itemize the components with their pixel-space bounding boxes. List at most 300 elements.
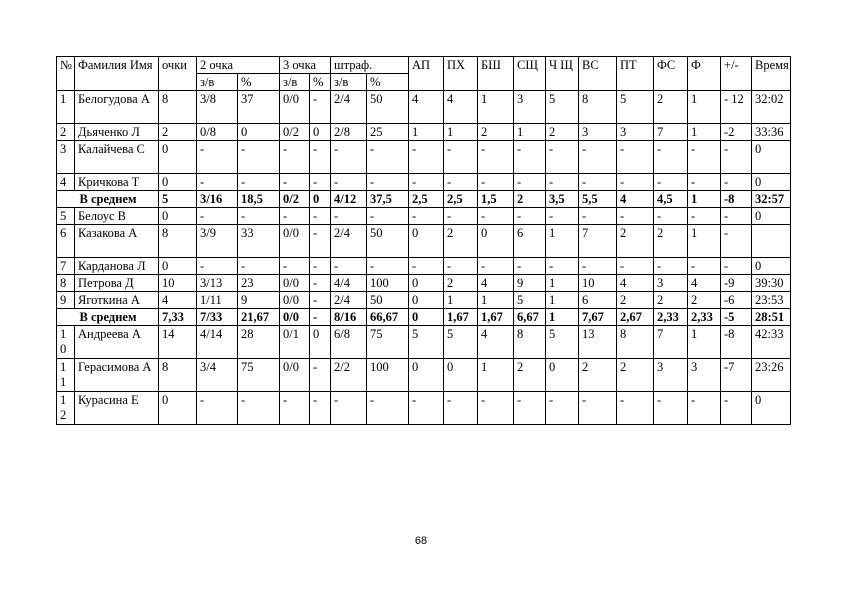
stat-cell: -8	[721, 191, 752, 208]
stat-cell: 3/13	[197, 275, 238, 292]
stat-cell: -5	[721, 309, 752, 326]
header-two-points: 2 очка	[197, 57, 280, 74]
stat-cell: 1	[688, 91, 721, 124]
stat-cell: 2,33	[654, 309, 688, 326]
stat-cell: -	[197, 392, 238, 425]
row-number: 4	[57, 174, 75, 191]
stat-cell: 2	[617, 359, 654, 392]
stat-cell: -	[238, 174, 280, 191]
stat-cell: 1,5	[478, 191, 514, 208]
stat-cell: 5	[514, 292, 546, 309]
stat-cell: -	[444, 141, 478, 174]
header-sshch: СЩ	[514, 57, 546, 91]
stat-cell: -	[721, 258, 752, 275]
stat-cell: 3	[617, 124, 654, 141]
stat-cell: 4/12	[331, 191, 367, 208]
stat-cell: -	[514, 208, 546, 225]
stat-cell: 5	[444, 326, 478, 359]
row-number: 6	[57, 225, 75, 258]
player-name: Яготкина А	[75, 292, 159, 309]
player-name: Казакова А	[75, 225, 159, 258]
stat-cell: -	[409, 258, 444, 275]
header-free-throws: штраф.	[331, 57, 409, 74]
player-name: Кричкова Т	[75, 174, 159, 191]
stat-cell: -	[478, 208, 514, 225]
stat-cell: -	[514, 141, 546, 174]
stat-cell: 5,5	[579, 191, 617, 208]
stat-cell: -	[444, 174, 478, 191]
header-ap: АП	[409, 57, 444, 91]
stat-cell: -	[579, 208, 617, 225]
stat-cell: 6	[579, 292, 617, 309]
stat-cell: -	[310, 292, 331, 309]
stat-cell: 39:30	[752, 275, 791, 292]
row-number: 1 2	[57, 392, 75, 425]
stat-cell: -	[409, 392, 444, 425]
stat-cell: 2/2	[331, 359, 367, 392]
average-label: В среднем	[57, 191, 159, 208]
stat-cell: 4	[478, 326, 514, 359]
stat-cell: 5	[617, 91, 654, 124]
stat-cell: -	[310, 359, 331, 392]
header-bsh: БШ	[478, 57, 514, 91]
stat-cell: 2/4	[331, 91, 367, 124]
stat-cell: 5	[546, 91, 579, 124]
stat-cell: 8	[617, 326, 654, 359]
stat-cell: 2	[617, 225, 654, 258]
stat-cell: 0/2	[280, 124, 310, 141]
stat-cell: 1/11	[197, 292, 238, 309]
stat-cell: 1	[409, 124, 444, 141]
stat-cell: -	[197, 141, 238, 174]
stat-cell: 0	[159, 141, 197, 174]
stat-cell: -	[721, 392, 752, 425]
row-number: 5	[57, 208, 75, 225]
stat-cell: 4/14	[197, 326, 238, 359]
stat-cell: -	[238, 392, 280, 425]
stat-cell: -	[310, 309, 331, 326]
stat-cell: -	[197, 258, 238, 275]
stat-cell: 7	[654, 326, 688, 359]
stat-cell: -	[409, 141, 444, 174]
stat-cell: 50	[367, 225, 409, 258]
stat-cell: -	[721, 208, 752, 225]
stat-cell: -	[654, 392, 688, 425]
stat-cell: -	[721, 174, 752, 191]
page-number: 68	[414, 535, 428, 547]
stat-cell: 2,5	[409, 191, 444, 208]
stat-cell: 4	[688, 275, 721, 292]
table-row	[57, 292, 791, 309]
player-name: Курасина Е	[75, 392, 159, 425]
stat-cell: -	[310, 392, 331, 425]
stat-cell: -	[238, 258, 280, 275]
player-name: Герасимова А	[75, 359, 159, 392]
average-row	[57, 191, 791, 208]
stat-cell: 42:33	[752, 326, 791, 359]
stat-cell: 2	[514, 191, 546, 208]
stat-cell: 1	[546, 292, 579, 309]
stat-cell: 25	[367, 124, 409, 141]
header-three-zv: з/в	[280, 74, 310, 91]
stat-cell: -	[444, 208, 478, 225]
header-ft-zv: з/в	[331, 74, 367, 91]
stat-cell: -7	[721, 359, 752, 392]
stat-cell: 23	[238, 275, 280, 292]
stat-cell: 2	[654, 91, 688, 124]
header-num: №	[57, 57, 75, 91]
header-name: Фамилия Имя	[75, 57, 159, 91]
stat-cell: 4/4	[331, 275, 367, 292]
stat-cell: 9	[514, 275, 546, 292]
stat-cell: 0	[409, 359, 444, 392]
stat-cell: 3	[654, 359, 688, 392]
stat-cell: -	[688, 174, 721, 191]
stat-cell: 50	[367, 91, 409, 124]
stat-cell: -	[310, 275, 331, 292]
stat-cell: 2/4	[331, 225, 367, 258]
stat-cell: 0	[752, 174, 791, 191]
stat-cell: 2	[444, 225, 478, 258]
stat-cell: 0	[752, 141, 791, 174]
stat-cell: -	[331, 392, 367, 425]
stat-cell: 1	[688, 191, 721, 208]
player-stats-table	[56, 56, 791, 425]
stat-cell: -	[310, 225, 331, 258]
stat-cell: -	[546, 208, 579, 225]
stat-cell: 14	[159, 326, 197, 359]
stat-cell: -	[546, 141, 579, 174]
stat-cell: 75	[238, 359, 280, 392]
stat-cell: 0/0	[280, 275, 310, 292]
header-chshch: Ч Щ	[546, 57, 579, 91]
stat-cell: 1	[444, 292, 478, 309]
header-time: Время	[752, 57, 791, 91]
stat-cell: 32:02	[752, 91, 791, 124]
stat-cell: 0/0	[280, 225, 310, 258]
stat-cell: -	[331, 141, 367, 174]
stat-cell: -	[478, 174, 514, 191]
stat-cell: 100	[367, 275, 409, 292]
player-name: Белогудова А	[75, 91, 159, 124]
stat-cell: 0/0	[280, 309, 310, 326]
row-number: 3	[57, 141, 75, 174]
row-number: 2	[57, 124, 75, 141]
stat-cell: -2	[721, 124, 752, 141]
stat-cell: 32:57	[752, 191, 791, 208]
stat-cell: 2	[654, 292, 688, 309]
stat-cell: -	[280, 174, 310, 191]
stat-cell: 2	[688, 292, 721, 309]
table-row	[57, 141, 791, 174]
stat-cell: 3/16	[197, 191, 238, 208]
stat-cell: 10	[159, 275, 197, 292]
stat-cell: 9	[238, 292, 280, 309]
stat-cell: - 12	[721, 91, 752, 124]
header-plus-minus: +/-	[721, 57, 752, 91]
stat-cell: 1	[478, 91, 514, 124]
stat-cell: -	[654, 208, 688, 225]
stat-cell: 3/4	[197, 359, 238, 392]
stat-cell: 0	[159, 258, 197, 275]
stat-cell: 0/1	[280, 326, 310, 359]
stat-cell: -	[444, 392, 478, 425]
stat-cell: 7,33	[159, 309, 197, 326]
stat-cell: 3/8	[197, 91, 238, 124]
stat-cell: -	[367, 208, 409, 225]
stat-cell	[752, 225, 791, 258]
table-row	[57, 225, 791, 258]
stat-cell: 0	[238, 124, 280, 141]
stat-cell: 4	[409, 91, 444, 124]
stat-cell: 0	[409, 275, 444, 292]
row-number: 9	[57, 292, 75, 309]
stat-cell: -	[654, 258, 688, 275]
stat-cell: -6	[721, 292, 752, 309]
stat-cell: -	[514, 174, 546, 191]
stat-cell: 4	[617, 191, 654, 208]
row-number: 1 1	[57, 359, 75, 392]
stat-cell: 28:51	[752, 309, 791, 326]
stat-cell: 8	[514, 326, 546, 359]
stat-cell: 2	[159, 124, 197, 141]
stat-cell: -9	[721, 275, 752, 292]
stat-cell: 1	[546, 309, 579, 326]
stat-cell: 7	[654, 124, 688, 141]
stat-cell: -	[546, 258, 579, 275]
player-name: Петрова Д	[75, 275, 159, 292]
stat-cell: -	[688, 141, 721, 174]
stat-cell: 23:53	[752, 292, 791, 309]
header-two-zv: з/в	[197, 74, 238, 91]
stat-cell: 0	[409, 225, 444, 258]
header-ft-pct: %	[367, 74, 409, 91]
average-row	[57, 309, 791, 326]
stat-cell: -	[478, 392, 514, 425]
row-number: 7	[57, 258, 75, 275]
stat-cell: 0	[752, 208, 791, 225]
stat-cell: 0	[310, 326, 331, 359]
stat-cell: 4	[444, 91, 478, 124]
stat-cell: -	[197, 174, 238, 191]
stat-cell: -	[444, 258, 478, 275]
stat-cell: 66,67	[367, 309, 409, 326]
stat-cell: 0	[409, 309, 444, 326]
stat-cell: 7	[579, 225, 617, 258]
stat-cell: 4,5	[654, 191, 688, 208]
stat-cell: 6,67	[514, 309, 546, 326]
table-row	[57, 275, 791, 292]
stat-cell: -	[514, 392, 546, 425]
player-name: Дьяченко Л	[75, 124, 159, 141]
stat-cell: 8	[579, 91, 617, 124]
stat-cell: 8	[159, 359, 197, 392]
stat-cell: -	[331, 174, 367, 191]
stat-cell: 0	[478, 225, 514, 258]
player-name: Карданова Л	[75, 258, 159, 275]
stat-cell: 7,67	[579, 309, 617, 326]
stat-cell: -8	[721, 326, 752, 359]
header-f: Ф	[688, 57, 721, 91]
stat-cell: 8/16	[331, 309, 367, 326]
stat-cell: -	[654, 141, 688, 174]
stat-cell: 0/0	[280, 292, 310, 309]
stat-cell: -	[617, 392, 654, 425]
header-fs: ФС	[654, 57, 688, 91]
stat-cell: -	[367, 174, 409, 191]
stat-cell: -	[280, 392, 310, 425]
stat-cell: -	[310, 141, 331, 174]
stat-cell: 0	[159, 392, 197, 425]
stat-cell: 5	[409, 326, 444, 359]
stat-cell: 0	[752, 258, 791, 275]
stat-cell: 6	[514, 225, 546, 258]
stat-cell: 0/0	[280, 359, 310, 392]
stat-cell: 8	[159, 91, 197, 124]
stat-cell: 21,67	[238, 309, 280, 326]
stat-cell: 7/33	[197, 309, 238, 326]
stat-cell: 13	[579, 326, 617, 359]
stat-cell: 0/2	[280, 191, 310, 208]
row-number: 1	[57, 91, 75, 124]
average-label: В среднем	[57, 309, 159, 326]
stat-cell: 3	[654, 275, 688, 292]
stat-cell: -	[367, 392, 409, 425]
stat-cell: 2	[654, 225, 688, 258]
stat-cell: -	[331, 208, 367, 225]
table-row	[57, 208, 791, 225]
stat-cell: 2,33	[688, 309, 721, 326]
stat-cell: -	[238, 208, 280, 225]
stat-cell: 3	[688, 359, 721, 392]
row-number: 1 0	[57, 326, 75, 359]
stat-cell: -	[579, 141, 617, 174]
stat-cell: 10	[579, 275, 617, 292]
stat-cell: 2/8	[331, 124, 367, 141]
stat-cell: 2,67	[617, 309, 654, 326]
stat-cell: -	[409, 174, 444, 191]
stat-cell: 0	[159, 174, 197, 191]
header-points: очки	[159, 57, 197, 91]
stat-cell: -	[280, 141, 310, 174]
table-row	[57, 392, 791, 425]
stat-cell: 0	[310, 124, 331, 141]
stat-cell: 28	[238, 326, 280, 359]
stat-cell: -	[310, 208, 331, 225]
stat-cell: 2	[514, 359, 546, 392]
stat-cell: 1	[478, 292, 514, 309]
stat-cell: -	[280, 258, 310, 275]
stat-cell: -	[310, 174, 331, 191]
stat-cell: 2,5	[444, 191, 478, 208]
stat-cell: -	[280, 208, 310, 225]
header-three-pct: %	[310, 74, 331, 91]
stat-cell: -	[617, 141, 654, 174]
player-name: Белоус В	[75, 208, 159, 225]
stat-cell: 0	[752, 392, 791, 425]
stat-cell: 75	[367, 326, 409, 359]
stat-cell: -	[721, 141, 752, 174]
stat-cell: -	[310, 258, 331, 275]
stat-cell: -	[546, 392, 579, 425]
stat-cell: -	[331, 258, 367, 275]
stat-cell: 18,5	[238, 191, 280, 208]
stat-cell: -	[579, 392, 617, 425]
stat-cell: -	[478, 141, 514, 174]
table-row	[57, 174, 791, 191]
stat-cell: 0	[409, 292, 444, 309]
stat-cell: -	[579, 258, 617, 275]
stat-cell: 2/4	[331, 292, 367, 309]
stat-cell: 1	[478, 359, 514, 392]
table-row	[57, 258, 791, 275]
stat-cell: -	[546, 174, 579, 191]
stat-cell: 5	[159, 191, 197, 208]
stat-cell: -	[579, 174, 617, 191]
stat-cell: 1,67	[444, 309, 478, 326]
table-row	[57, 91, 791, 124]
stat-cell: -	[617, 208, 654, 225]
stat-cell: -	[721, 225, 752, 258]
stat-cell: -	[617, 174, 654, 191]
header-vs: ВС	[579, 57, 617, 91]
stat-cell: 1	[546, 225, 579, 258]
table-header	[57, 57, 791, 91]
stat-cell: 37	[238, 91, 280, 124]
header-two-pct: %	[238, 74, 280, 91]
stat-cell: 4	[617, 275, 654, 292]
stat-cell: -	[367, 141, 409, 174]
stat-cell: 2	[617, 292, 654, 309]
stat-cell: -	[688, 392, 721, 425]
stat-cell: 33:36	[752, 124, 791, 141]
stat-cell: 2	[478, 124, 514, 141]
stat-cell: 0	[546, 359, 579, 392]
row-number: 8	[57, 275, 75, 292]
stat-cell: 8	[159, 225, 197, 258]
stat-cell: 1	[688, 124, 721, 141]
stat-cell: 1	[514, 124, 546, 141]
header-three-points: 3 очка	[280, 57, 331, 74]
stat-cell: 0/8	[197, 124, 238, 141]
stat-cell: 3	[514, 91, 546, 124]
table-row	[57, 124, 791, 141]
stat-cell: -	[409, 208, 444, 225]
stat-cell: -	[197, 208, 238, 225]
stat-cell: 2	[444, 275, 478, 292]
table-body	[57, 91, 791, 425]
stat-cell: 2	[546, 124, 579, 141]
player-name: Андреева А	[75, 326, 159, 359]
stat-cell: 3,5	[546, 191, 579, 208]
stat-cell: 0	[444, 359, 478, 392]
stat-cell: -	[367, 258, 409, 275]
table-row	[57, 326, 791, 359]
stat-cell: 4	[159, 292, 197, 309]
stat-cell: -	[514, 258, 546, 275]
stat-cell: -	[310, 91, 331, 124]
stat-cell: 2	[579, 359, 617, 392]
stat-cell: -	[617, 258, 654, 275]
stat-cell: -	[688, 208, 721, 225]
header-pt: ПТ	[617, 57, 654, 91]
stat-cell: 37,5	[367, 191, 409, 208]
stat-cell: 1	[444, 124, 478, 141]
stat-cell: 0/0	[280, 91, 310, 124]
stat-cell: 1	[546, 275, 579, 292]
stat-cell: 100	[367, 359, 409, 392]
header-ph: ПХ	[444, 57, 478, 91]
